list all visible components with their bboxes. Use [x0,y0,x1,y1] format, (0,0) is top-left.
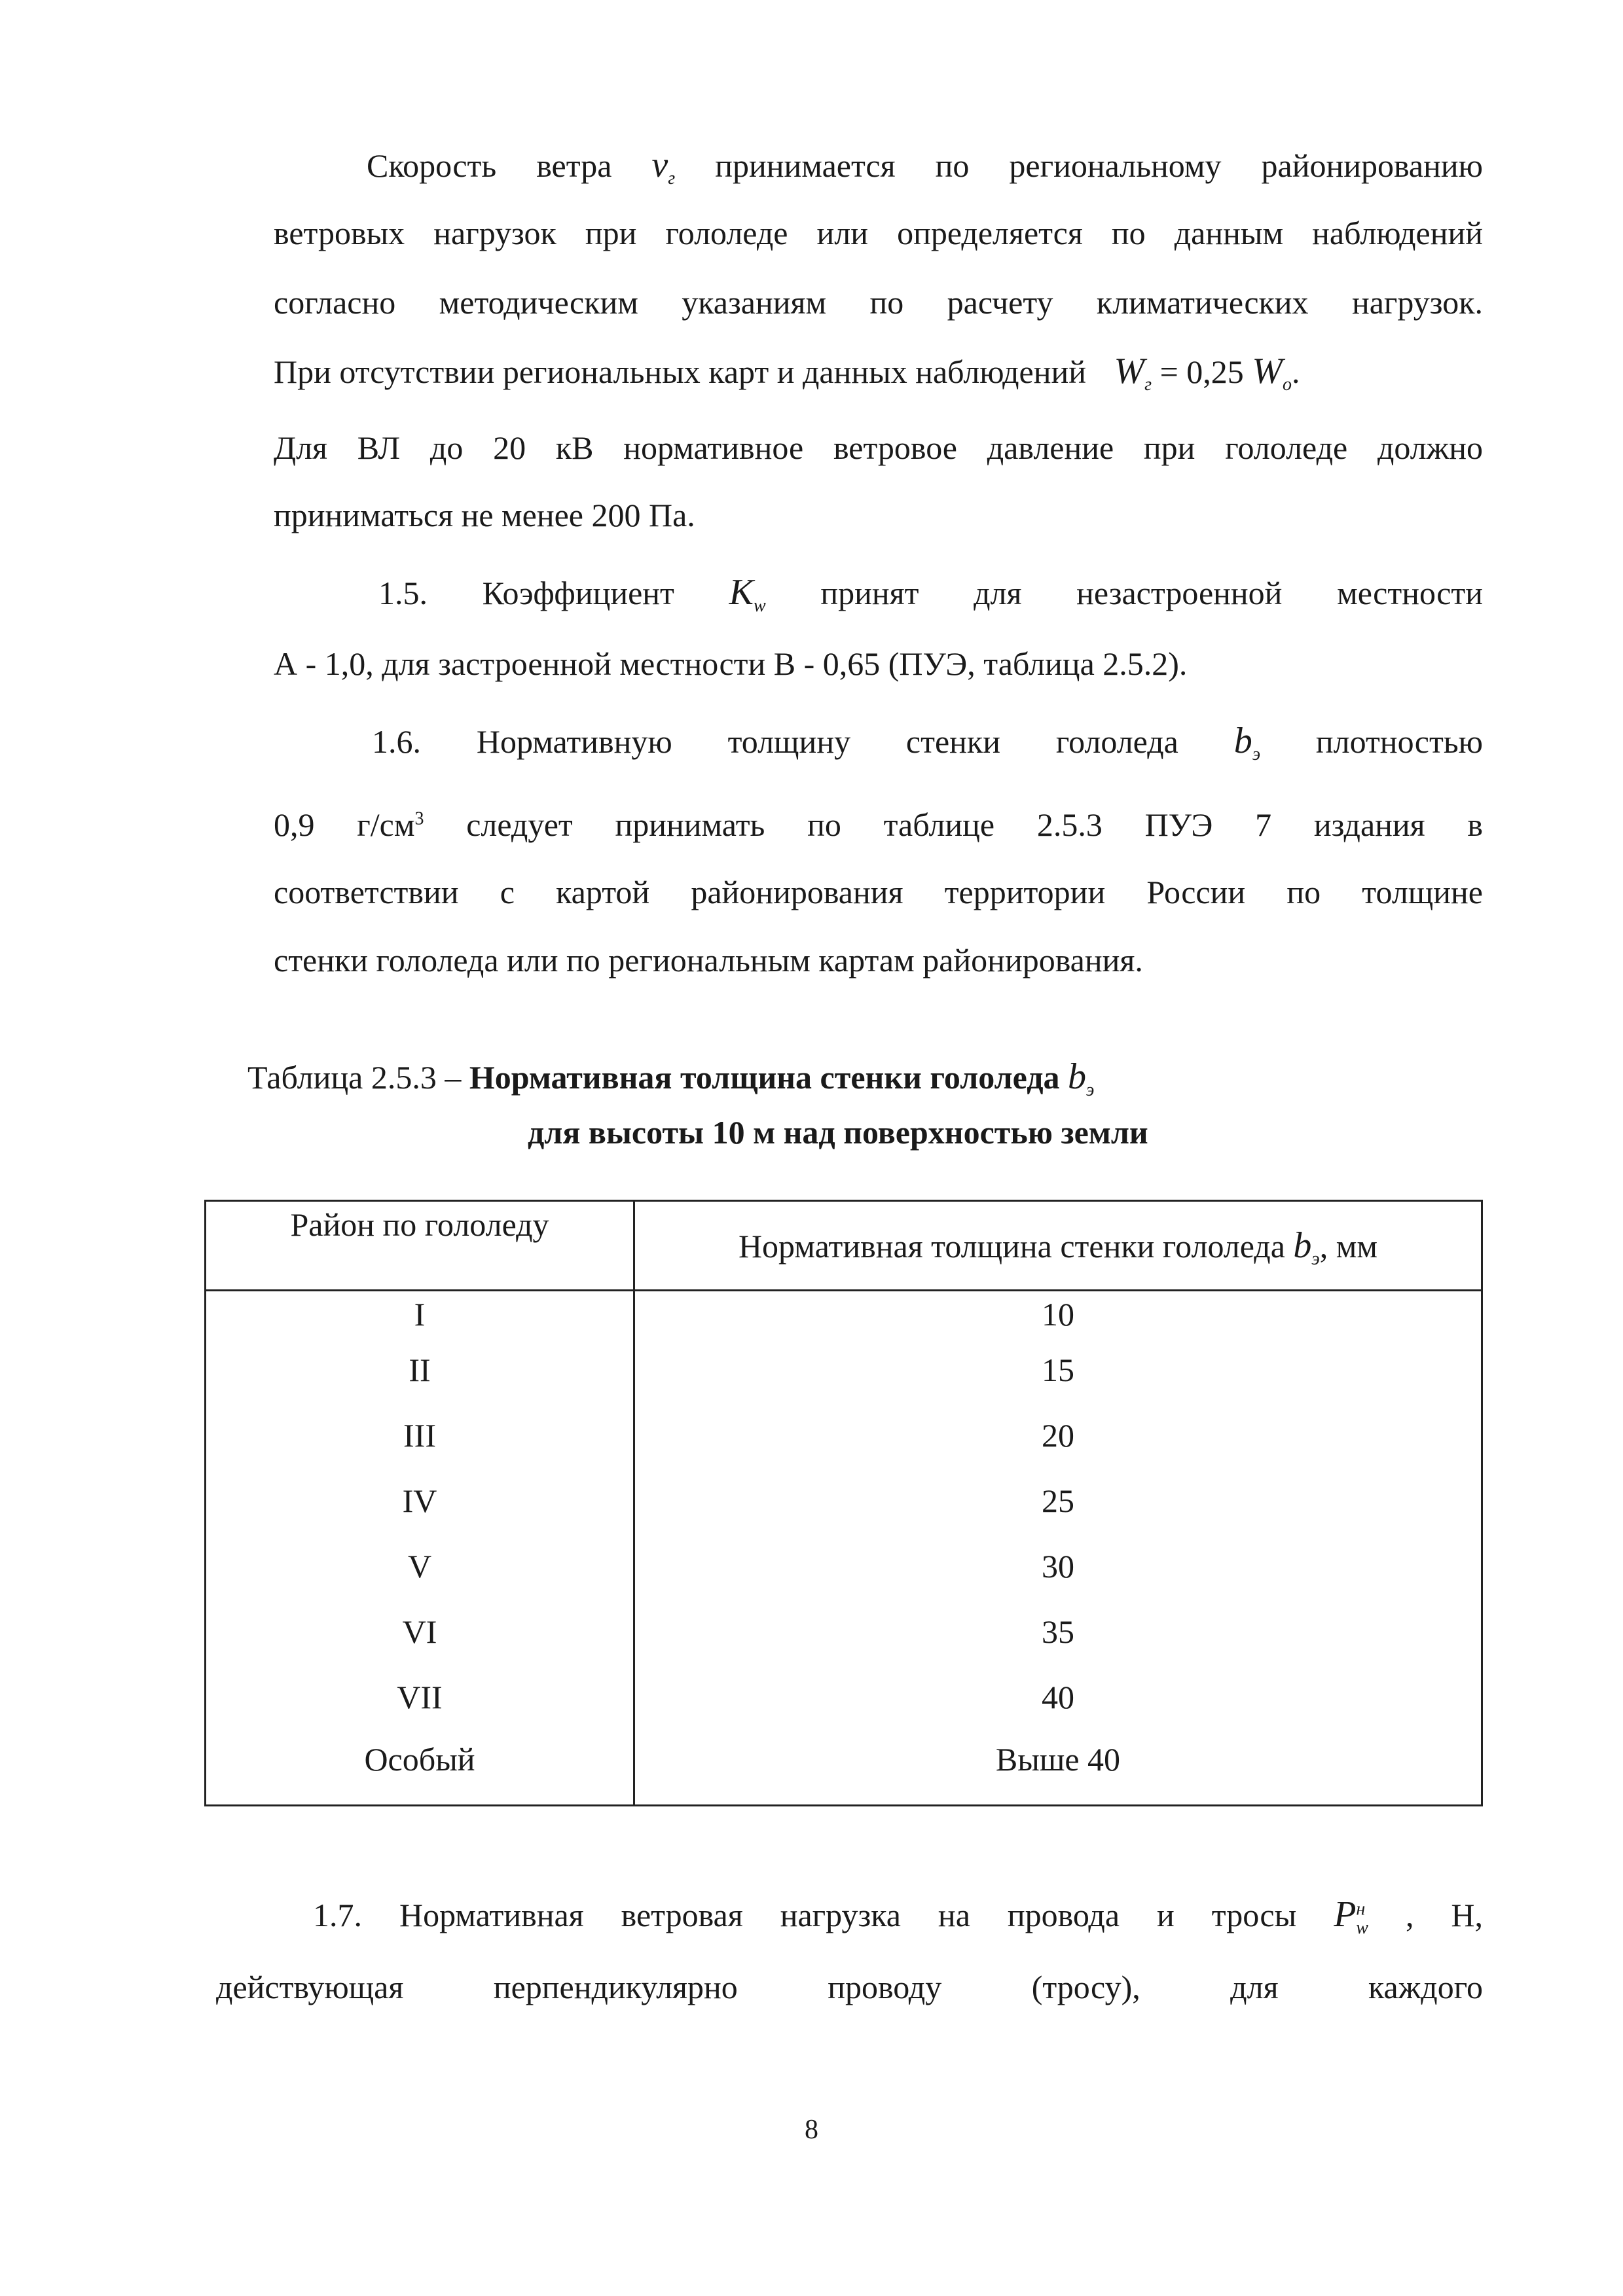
cell-thickness: Выше 40 [634,1730,1482,1806]
cell-region: VII [206,1664,634,1730]
cell-thickness: 35 [634,1599,1482,1664]
table-row [206,1403,1482,1468]
cell-thickness: 10 [634,1291,1482,1338]
table-row [206,1468,1482,1534]
para4-line2: действующая перпендикулярно проводу (тросу), для каждого [216,1969,1483,2005]
para3-line3: соответствии с картой районирования территории России по толщине [274,874,1483,910]
cell-region: II [206,1337,634,1403]
table-row [206,1730,1482,1806]
table-caption-line2: для высоты 10 м над поверхностью земли [528,1114,1148,1151]
para3-line2: 0,9 $г/см^3$ следует принимать по таблице 2.5.3 ПУЭ 7 издания в [274,806,1483,843]
table-row [206,1291,1482,1338]
table-row [206,1337,1482,1403]
cell-thickness: 40 [634,1664,1482,1730]
page-number: 8 [805,2115,818,2145]
para1-line5: Для ВЛ до 20 кВ нормативное ветровое давление при гололеде должно [274,429,1483,466]
table-caption-title: Нормативная толщина стенки гололеда [469,1059,1068,1096]
header-region: Район по гололеду [206,1201,634,1291]
para3-line1: 1.6. Нормативную толщину стенки гололеда $b_э$ плотностью [372,721,1483,761]
para2-line2: А - 1,0, для застроенной местности В - 0,65 (ПУЭ, таблица 2.5.2). [274,645,1188,682]
table-row [206,1664,1482,1730]
cell-thickness: 30 [634,1534,1482,1599]
cell-region: IV [206,1468,634,1534]
cell-region: VI [206,1599,634,1664]
para4-line1: 1.7. Нормативная ветровая нагрузка на провода и тросы $P^н_w$ , Н, [313,1895,1483,1934]
cell-thickness: 15 [634,1337,1482,1403]
cell-region: Особый [206,1730,634,1806]
para1-line1: Скорость ветра $v_г$ принимается по региональному районированию [367,145,1483,185]
para1-line2: ветровых нагрузок при гололеде или определяется по данным наблюдений [274,215,1483,251]
table-row [206,1599,1482,1664]
header-thickness: Нормативная толщина стенки гололеда $b_э$, мм [634,1201,1482,1291]
para1-line4: При отсутствии региональных карт и данных наблюдений $W_г = 0,25$ $W_o$. [274,351,1300,395]
table-header-row [206,1201,1482,1291]
para2-line1: 1.5. Коэффициент $K_w$ принят для незастроенной местности [378,573,1483,612]
cell-region: V [206,1534,634,1599]
cell-region: III [206,1403,634,1468]
table-row [206,1534,1482,1599]
cell-thickness: 25 [634,1468,1482,1534]
table-caption-label: Таблица 2.5.3 – [247,1059,469,1096]
ice-thickness-table [204,1200,1483,1806]
cell-thickness: 20 [634,1403,1482,1468]
para3-line4: стенки гололеда или по региональным картам районирования. [274,942,1143,978]
para1-line3: согласно методическим указаниям по расчету климатических нагрузок. [274,284,1483,321]
table-caption-line1: Таблица 2.5.3 – Нормативная толщина стенки гололеда $b_э$ [247,1056,1095,1100]
cell-region: I [206,1291,634,1338]
para1-line6: приниматься не менее 200 Па. [274,497,695,533]
